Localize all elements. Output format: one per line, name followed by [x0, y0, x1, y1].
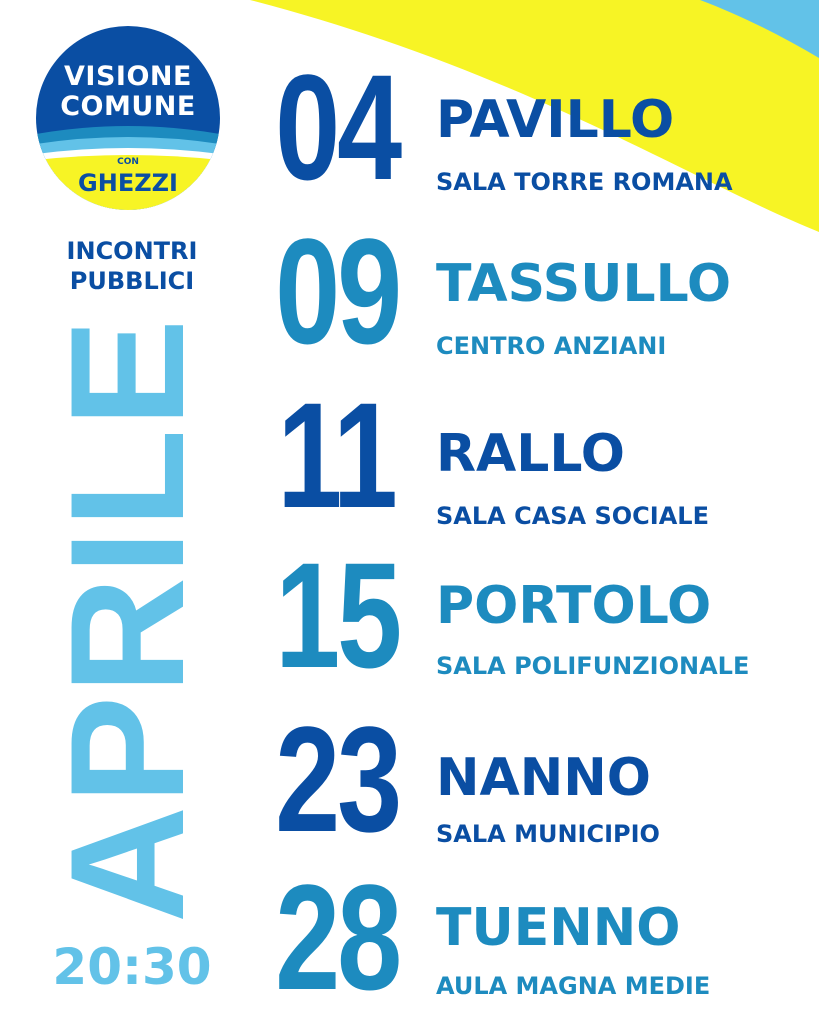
logo-title-line2: COMUNE — [60, 91, 196, 122]
event-place: PAVILLO — [436, 90, 675, 150]
event-place: TUENNO — [436, 898, 681, 958]
time-label: 20:30 — [52, 938, 212, 996]
event-venue: SALA CASA SOCIALE — [436, 502, 709, 530]
event-item — [0, 43, 819, 212]
event-day: 04 — [275, 43, 400, 211]
logo-title-line1: VISIONE — [64, 61, 192, 92]
subtitle-line2: PUBBLICI — [69, 267, 195, 295]
event-place: NANNO — [436, 748, 652, 808]
event-venue: CENTRO ANZIANI — [436, 332, 667, 360]
event-item — [0, 695, 819, 864]
event-place: PORTOLO — [436, 576, 712, 636]
logo-con: CON — [117, 157, 139, 167]
event-item — [0, 531, 819, 700]
event-venue: SALA MUNICIPIO — [436, 820, 660, 848]
subtitle-line1: INCONTRI — [66, 237, 198, 265]
month-label: APRILE — [37, 316, 218, 924]
event-item — [0, 371, 819, 540]
logo-name: GHEZZI — [78, 169, 178, 197]
event-venue: AULA MAGNA MEDIE — [436, 972, 711, 1000]
event-venue: SALA POLIFUNZIONALE — [436, 652, 750, 680]
event-place: RALLO — [436, 424, 625, 484]
event-day: 15 — [275, 531, 400, 699]
event-day: 09 — [275, 207, 400, 375]
event-venue: SALA TORRE ROMANA — [436, 168, 733, 196]
event-day: 23 — [275, 695, 400, 863]
event-item — [0, 853, 819, 1022]
event-place: TASSULLO — [436, 254, 732, 314]
event-item — [0, 207, 819, 376]
event-day: 28 — [275, 853, 400, 1021]
event-day: 11 — [277, 371, 395, 539]
